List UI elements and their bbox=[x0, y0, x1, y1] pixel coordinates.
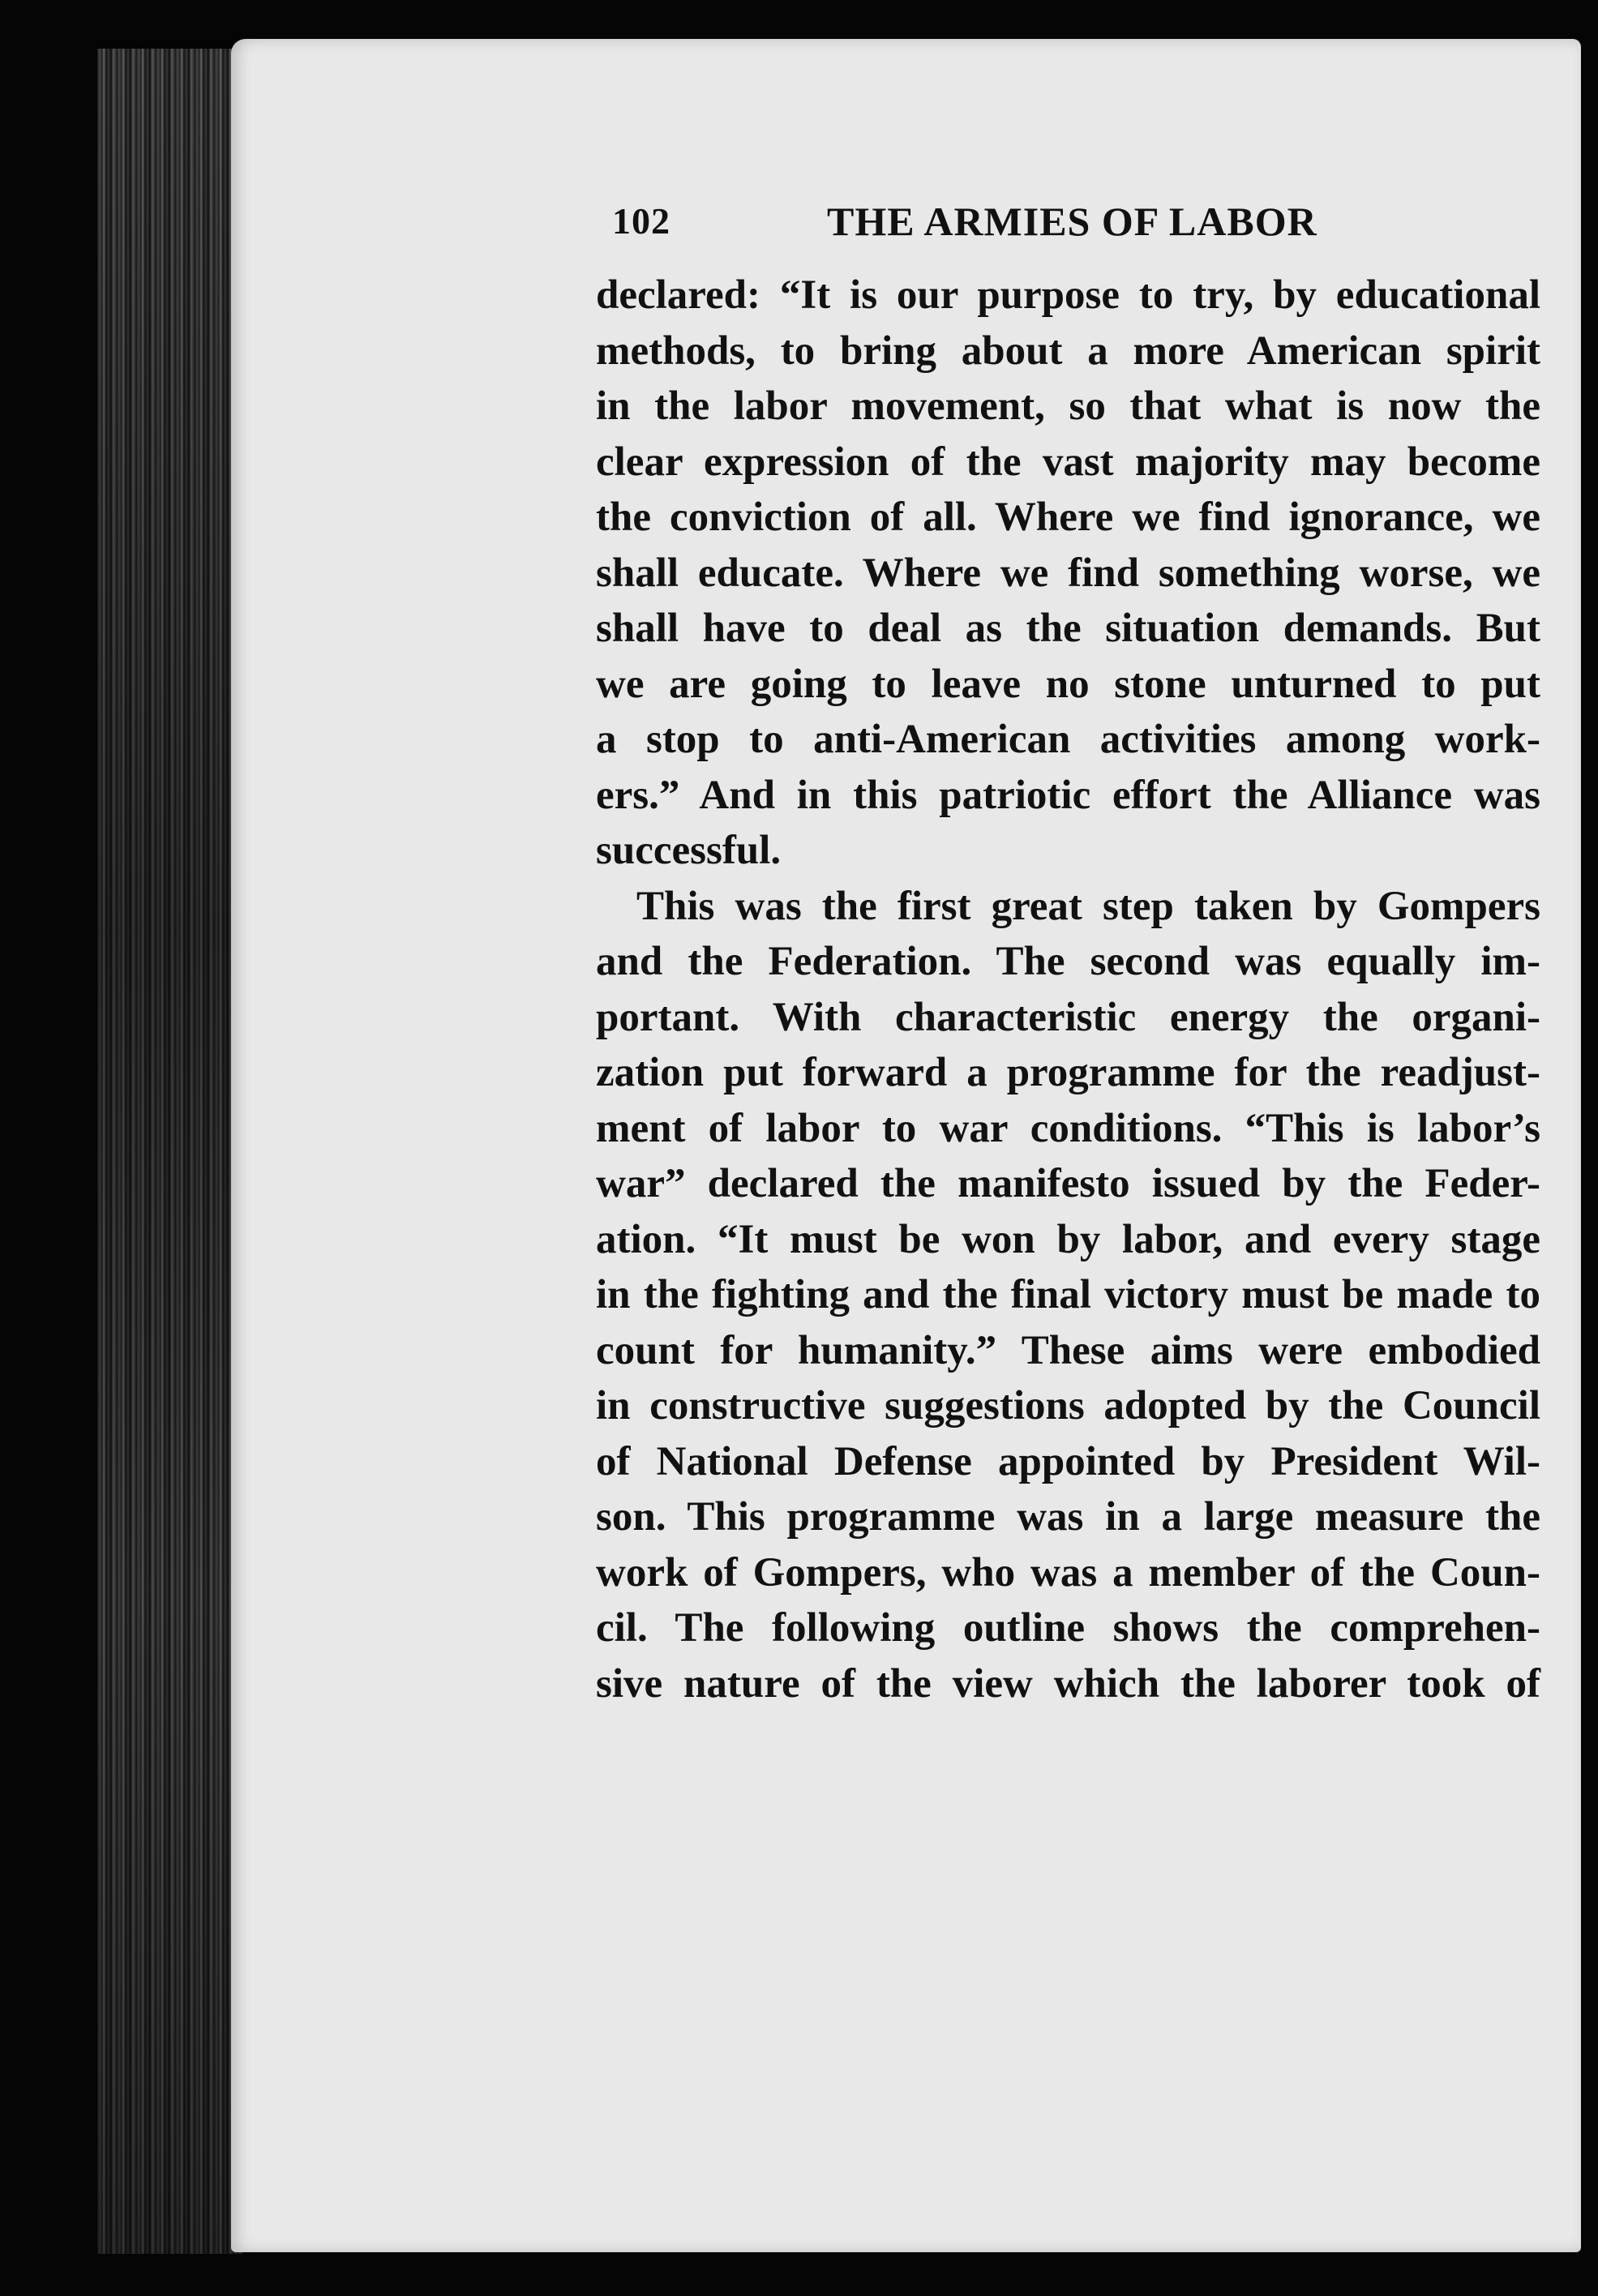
page-number: 102 bbox=[612, 200, 670, 242]
paragraph-first-line: This was the first great step taken by Gompers bbox=[636, 883, 1540, 929]
text-line: successful. bbox=[596, 828, 782, 873]
text-line: clear expression of the vast majority may become bbox=[596, 439, 1540, 485]
text-line: ation. “It must be won by labor, and every stage bbox=[596, 1216, 1540, 1262]
text-line: of National Defense appointed by President Wil- bbox=[596, 1438, 1540, 1484]
body-text bbox=[596, 268, 1540, 1711]
text-line: in the labor movement, so that what is now the bbox=[596, 383, 1540, 429]
text-line: son. This programme was in a large measure the bbox=[596, 1494, 1540, 1540]
text-line: war” declared the manifesto issued by the Feder- bbox=[596, 1161, 1540, 1206]
text-line: methods, to bring about a more American spirit bbox=[596, 328, 1540, 374]
text-line: shall educate. Where we find something worse, we bbox=[596, 550, 1540, 596]
text-line: a stop to anti-American activities among work- bbox=[596, 717, 1540, 762]
text-line: ment of labor to war conditions. “This is labor’s bbox=[596, 1105, 1540, 1151]
text-line: work of Gompers, who was a member of the Coun- bbox=[596, 1549, 1540, 1596]
text-line: sive nature of the view which the laborer took of bbox=[596, 1660, 1540, 1707]
text-line: cil. The following outline shows the comprehen- bbox=[596, 1605, 1540, 1651]
text-line: count for humanity.” These aims were embodied bbox=[596, 1327, 1540, 1373]
running-head: THE ARMIES OF LABOR bbox=[827, 199, 1317, 244]
text-line: declared: “It is our purpose to try, by educational bbox=[596, 272, 1540, 318]
text-line: and the Federation. The second was equally im- bbox=[596, 939, 1540, 984]
text-line: zation put forward a programme for the readjust- bbox=[596, 1050, 1540, 1095]
text-line: in constructive suggestions adopted by the Council bbox=[596, 1383, 1540, 1429]
text-line: in the fighting and the final victory must be made to bbox=[596, 1272, 1540, 1317]
text-line: shall have to deal as the situation demands. But bbox=[596, 606, 1540, 651]
text-line: we are going to leave no stone unturned to put bbox=[596, 661, 1540, 707]
text-line: portant. With characteristic energy the organi- bbox=[596, 994, 1540, 1040]
text-line: ers.” And in this patriotic effort the Alliance was bbox=[596, 772, 1540, 818]
text-line: the conviction of all. Where we find ignorance, we bbox=[596, 495, 1540, 540]
page-header bbox=[612, 195, 1342, 251]
spine-shadow bbox=[97, 49, 243, 2254]
